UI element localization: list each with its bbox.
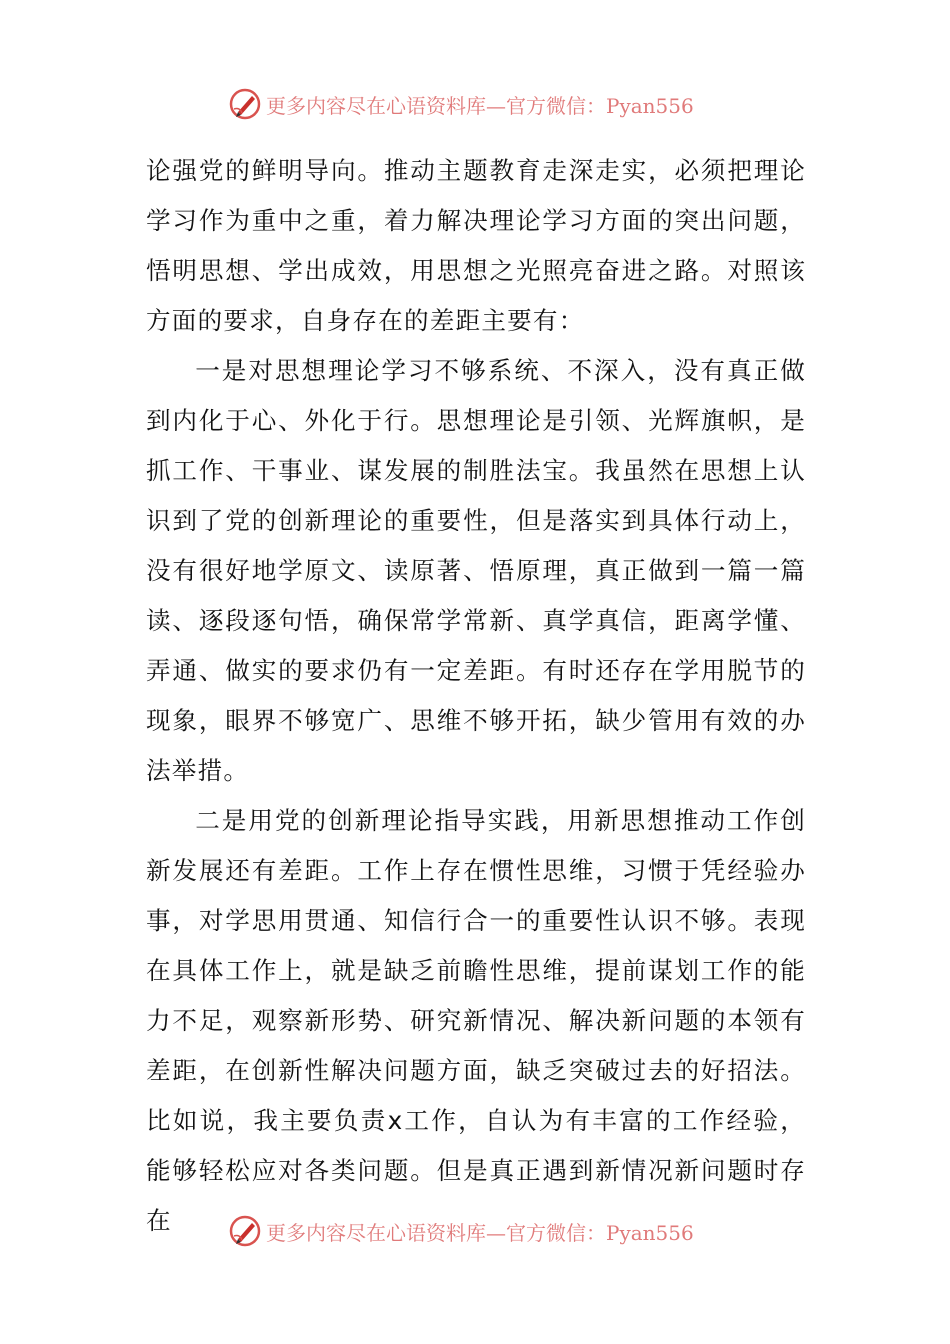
watermark-banner-top — [228, 84, 748, 124]
paragraph-continued: 论强党的鲜明导向。推动主题教育走深走实，必须把理论学习作为重中之重，着力解决理论学习方面的突出问题，悟明思想、学出成效，用思想之光照亮奋进之路。对照该方面的要求，自身存在的差距主要有： — [146, 156, 806, 335]
watermark-text: 更多内容尽在心语资料库—官方微信：Pyan556 — [266, 93, 694, 118]
watermark-text: 更多内容尽在心语资料库—官方微信：Pyan556 — [266, 1220, 694, 1245]
watermark-banner-bottom — [228, 1211, 748, 1251]
pen-logo-icon — [228, 87, 262, 121]
paragraph-point-two: 二是用党的创新理论指导实践，用新思想推动工作创新发展还有差距。工作上存在惯性思维，习惯于凭经验办事，对学思用贯通、知信行合一的重要性认识不够。表现在具体工作上，就是缺乏前瞻性思维，提前谋划工作的能力不足，观察新形势、研究新情况、解决新问题的本领有差距，在创新性解决问题方面，缺乏突破过去的好招法。比如说，我主要负责x工作，自认为有丰富的工作经验，能够轻松应对各类问题。但是真正遇到新情况新问题时存在 — [146, 806, 806, 1235]
pen-logo-icon — [228, 1214, 262, 1248]
document-body — [146, 146, 806, 1246]
paragraph-point-one: 一是对思想理论学习不够系统、不深入，没有真正做到内化于心、外化于行。思想理论是引领、光辉旗帜，是抓工作、干事业、谋发展的制胜法宝。我虽然在思想上认识到了党的创新理论的重要性，但是落实到具体行动上，没有很好地学原文、读原著、悟原理，真正做到一篇一篇读、逐段逐句悟，确保常学常新、真学真信，距离学懂、弄通、做实的要求仍有一定差距。有时还存在学用脱节的现象，眼界不够宽广、思维不够开拓，缺少管用有效的办法举措。 — [146, 356, 806, 785]
